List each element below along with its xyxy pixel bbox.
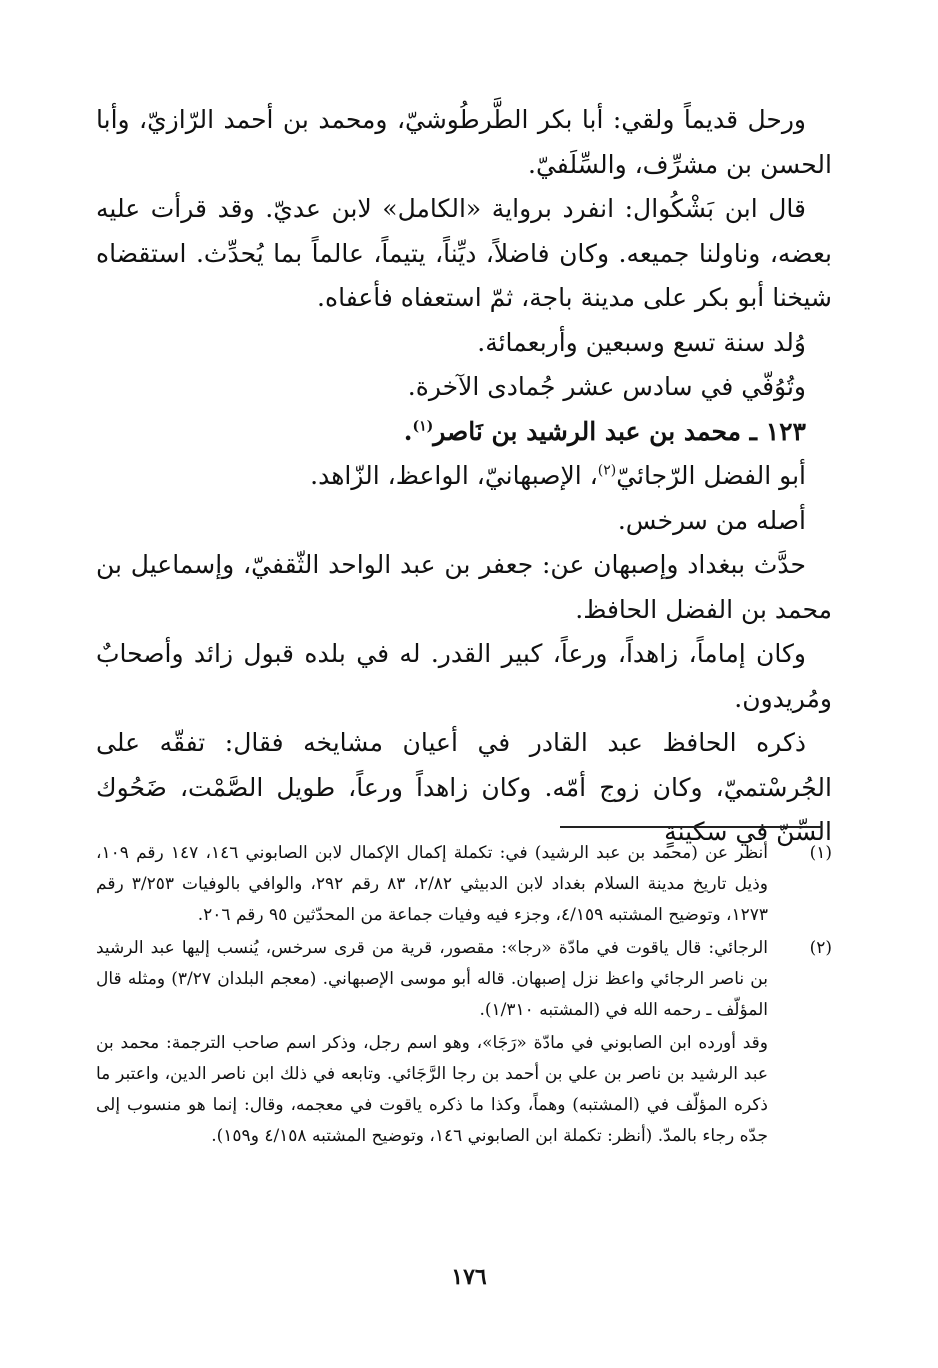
footnote-text: أنظر عن (محمد بن عبد الرشيد) في: تكملة إكمال الإكمال لابن الصابوني ١٤٦، ١٤٧ رقم ١٠٩، وذيل تاريخ مدينة السلام بغداد لابن الدبيثي ٢/٨٢، ٨٣ رقم ٢٩٢، والوافي بالوفيات ٣/٢٥٣ رقم ١٢٧٣، وتوضيح المشتبه ٤/١٥٩، وجزء فيه وفيات جماعة من المحدّثين ٩٥ رقم ٢٠٦. <box>96 843 769 925</box>
footnote-ref-2[interactable]: (٢) <box>597 462 617 479</box>
biography-heading <box>96 410 832 455</box>
paragraph-origin: أصله من سرخس. <box>617 505 806 535</box>
biography-heading-end: . <box>403 416 413 446</box>
footnote-ref-1[interactable]: (١) <box>412 418 434 435</box>
paragraph-birth: وُلد سنة تسع وسبعين وأربعمائة. <box>477 327 806 357</box>
footnote-number: (٢) <box>809 938 832 958</box>
biography-heading-text: ١٢٣ ـ محمد بن عبد الرشيد بن نَاصر <box>433 416 806 446</box>
paragraph-narrated: حدَّث ببغداد وإصبهان عن: جعفر بن عبد الواحد الثّقفيّ، وإسماعيل بن محمد بن الفضل الحافظ. <box>96 550 832 624</box>
footnote-number: (١) <box>809 843 832 863</box>
nisba-start: أبو الفضل الرّجائيّ <box>616 461 806 490</box>
page-number: ١٧٦ <box>451 1264 487 1290</box>
main-text <box>96 98 832 855</box>
paragraph-character: وكان إماماً، زاهداً، ورعاً، كبير القدر. له في بلده قبول زائد وأصحابٌ ومُريدون. <box>96 639 832 713</box>
footnote-separator <box>560 826 822 828</box>
paragraph-death: وتُوُفّي في سادس عشر جُمادى الآخرة. <box>407 372 806 401</box>
paragraph-abd-al-qadir: ذكره الحافظ عبد القادر في أعيان مشايخه فقال: تفقّه على الجُرسْتميّ، وكان زوج أمّه. وكان زاهداً ورعاً، طويل الصَّمْت، ضَحُوك السِّنّ في سكينةٍ <box>96 728 832 846</box>
paragraph-travel: ورحل قديماً ولقي: أبا بكر الطَّرطُوشيّ، ومحمد بن أحمد الرّازيّ، وأبا الحسن بن مشرِّف، والسِّلَفيّ. <box>96 105 832 179</box>
paragraph-ibn-bashkuwal: قال ابن بَشْكُوال: انفرد برواية «الكامل» لابن عديّ. وقد قرأت عليه بعضه، وناولنا جميعه. وكان فاضلاً، ديِّناً، يتيماً، عالماً بما يُحدِّث. استقضاه شيخنا أبو بكر على مدينة باجة، ثمّ استعفاه فأعفاه. <box>96 194 832 312</box>
footnote-2-continued <box>96 1028 832 1152</box>
footnote-1 <box>96 838 832 931</box>
footnote-text: وقد أورده ابن الصابوني في مادّة «رَجَا»، وهو اسم رجل، وذكر اسم صاحب الترجمة: محمد بن عبد الرشيد بن ناصر بن علي بن أحمد بن رجا الرَّجَائي. وتابعه في ذلك ابن ناصر الدين، واعتبر ما ذكره المؤلّف في (المشتبه) وهماً، وكذا ما ذكره ياقوت في معجمه، وقال: إنما هو منسوب إلى جدّه رجاء بالمدّ. (أنظر: تكملة ابن الصابوني ١٤٦، وتوضيح المشتبه ٤/١٥٨ و١٥٩). <box>96 1033 768 1146</box>
footnotes <box>96 838 832 1154</box>
nisba-end: ، الإصبهانيّ، الواعظ، الزّاهد. <box>310 461 598 490</box>
footnote-text: الرجائي: قال ياقوت في مادّة «رجا»: مقصور، قرية من قرى سرخس، يُنسب إليها عبد الرشيد بن ناصر الرجائي واعظ نزل إصبهان. قاله أبو موسى الإصبهاني. (معجم البلدان ٣/٢٧) ومثله قال المؤلّف ـ رحمه الله في (المشتبه ١/٣١٠). <box>96 938 768 1020</box>
paragraph-nisba <box>96 454 832 499</box>
footnote-2 <box>96 933 832 1026</box>
